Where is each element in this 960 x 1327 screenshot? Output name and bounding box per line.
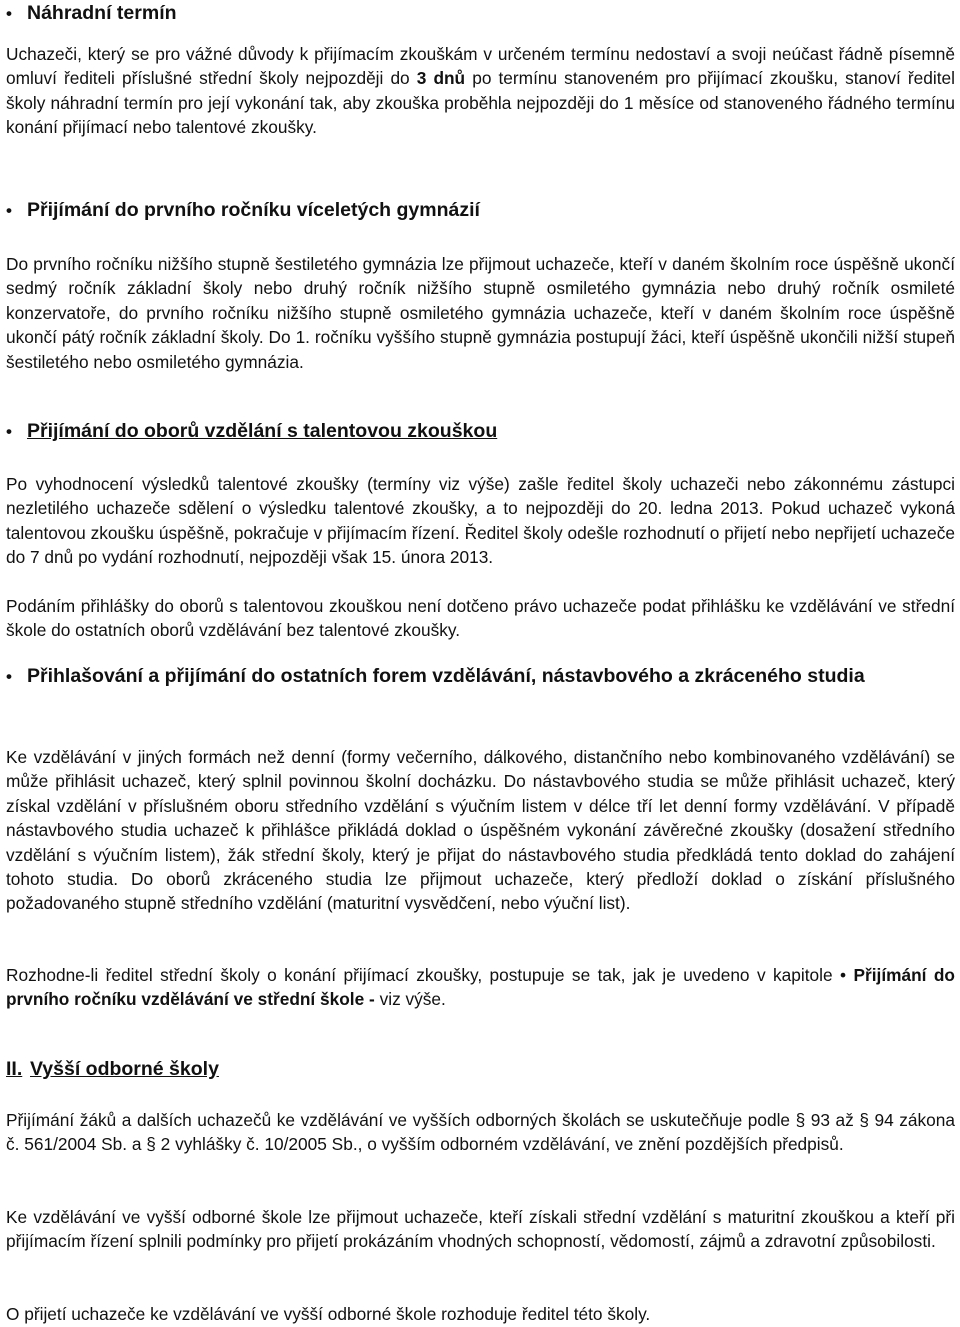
bullet-icon: •	[6, 201, 12, 220]
paragraph-ostatni-formy-2	[6, 963, 955, 1012]
heading-text: Náhradní termín	[27, 2, 177, 24]
section-number: II.	[6, 1058, 23, 1080]
heading-talentova-zkouska	[6, 418, 955, 445]
paragraph-vos-3: O přijetí uchazeče ke vzdělávání ve vyšší odborné škole rozhoduje ředitel této školy.	[6, 1304, 651, 1324]
paragraph-text: Rozhodne-li ředitel střední školy o konání přijímací zkoušky, postupuje se tak, jak je uvedeno v kapitole •	[6, 965, 854, 985]
bullet-icon: •	[6, 667, 12, 686]
bullet-icon: •	[6, 4, 12, 23]
paragraph-text: viz výše.	[374, 989, 446, 1010]
chapter-reference: Přijímání do prvního ročníku vzdělávání ve střední škole -	[6, 965, 955, 1010]
heading-text: Přihlašování a přijímání do ostatních forem vzdělávání, nástavbového a zkráceného studia	[27, 665, 865, 687]
paragraph-talentova-zkouska-2: Podáním přihlášky do oborů s talentovou zkouškou není dotčeno právo uchazeče podat přihlášku ke vzdělávání ve střední škole do ostatních oborů vzdělávání bez talentové zkoušky.	[6, 596, 955, 641]
heading-vyssi-odborne-skoly	[6, 1056, 955, 1083]
paragraph-text: Uchazeči, který se pro vážné důvody k přijímacím zkouškám v určeném termínu nedostaví a svoji neúčast řádně písemně omluví řediteli příslušné střední školy nejpozději do	[6, 44, 955, 89]
paragraph-talentova-zkouska-1: Po vyhodnocení výsledků talentové zkoušky (termíny viz výše) zašle ředitel školy uchazeči nebo zákonnému zástupci nezletilého uchazeče sdělení o výsledku talentové zkoušky, a to nejpozději do 20. ledna 2013. Pokud uchazeč vykoná talentovou zkoušku úspěšně, pokračuje v přijímacím řízení. Ředitel školy odešle rozhodnutí o přijetí nebo nepřijetí uchazeče do 7 dnů po vydání rozhodnutí, nejpozději však 15. února 2013.	[6, 474, 955, 568]
paragraph-vos-1: Přijímání žáků a dalších uchazečů ke vzdělávání ve vyšších odborných školách se uskutečňuje podle § 93 až § 94 zákona č. 561/2004 Sb. a § 2 vyhlášky č. 10/2005 Sb., o vyšším odborném vzdělávání, ve znění pozdějších předpisů.	[6, 1110, 955, 1155]
bullet-icon: •	[6, 422, 12, 441]
heading-text: Přijímání do oborů vzdělání s talentovou zkouškou	[27, 420, 498, 442]
heading-nahradni-termin	[6, 0, 955, 27]
paragraph-text: po termínu stanoveném pro přijímací zkoušku, stanoví ředitel školy náhradní termín pro její vykonání tak, aby zkouška proběhla nejpozději do 1 měsíce od stanoveného řádného termínu konání přijímací nebo talentové zkoušky.	[6, 68, 955, 138]
heading-ostatni-formy	[6, 663, 955, 690]
heading-text: Vyšší odborné školy	[30, 1058, 219, 1080]
paragraph-viceleta-gymnazia: Do prvního ročníku nižšího stupně šestiletého gymnázia lze přijmout uchazeče, kteří v daném školním roce úspěšně ukončí sedmý ročník základní školy nebo druhý ročník nižšího stupně osmiletého gymnázia nebo druhý ročník osmileté konzervatoře, do prvního ročníku nižšího stupně osmiletého gymnázia uchazeče, kteří v daném školním roce úspěšně ukončí pátý ročník základní školy. Do 1. ročníku vyššího stupně gymnázia postupují žáci, kteří úspěšně ukončili nižší stupeň šestiletého nebo osmiletého gymnázia.	[6, 254, 955, 372]
paragraph-vos-2: Ke vzdělávání ve vyšší odborné škole lze přijmout uchazeče, kteří získali střední vzdělání s maturitní zkouškou a kteří při přijímacím řízení splnili podmínky pro přijetí prokázáním vhodných schopností, vědomostí, zájmů a zdravotní způsobilosti.	[6, 1207, 955, 1252]
heading-text: Přijímání do prvního ročníku víceletých gymnázií	[27, 199, 480, 221]
heading-viceleta-gymnazia	[6, 197, 955, 224]
paragraph-ostatni-formy-1: Ke vzdělávání v jiných formách než denní (formy večerního, dálkového, distančního nebo kombinovaného vzdělávání) se může přihlásit uchazeč, který splnil povinnou školní docházku. Do nástavbového studia se může přihlásit uchazeč, který získal vzdělání v příslušném oboru středního vzdělání s výučním listem v délce tří let denní formy vzdělávání. V případě nástavbového studia uchazeč k přihlášce přikládá doklad o úspěšném vykonání závěrečné zkoušky (dosažení středního vzdělání s výučním listem), žák střední školy, který je přijat do nástavbového studia předkládá tento doklad do zahájení tohoto studia. Do oborů zkráceného studia lze přijmout uchazeče, který předloží doklad o získání příslušného požadovaného stupně středního vzdělání (maturitní vysvědčení, nebo výuční list).	[6, 747, 955, 914]
emphasis-text: 3 dnů	[416, 68, 466, 89]
paragraph-nahradni-termin	[6, 42, 955, 140]
